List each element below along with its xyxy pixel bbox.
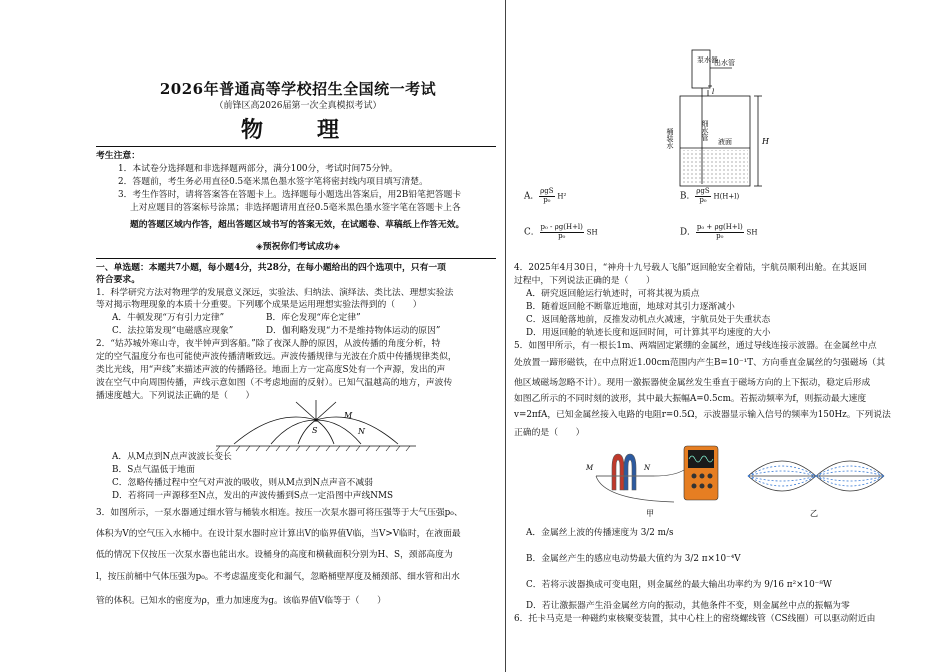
q1-option-c: C．法拉第发现“电磁感应现象”: [112, 326, 234, 336]
header-rule: [96, 146, 496, 147]
q5-stem: 如图乙所示的不同时刻的波形，其中最大振幅A=0.5cm。若振动频率为f，则振动最大速度: [514, 394, 867, 404]
q5-label-jia: 甲: [646, 509, 654, 518]
q2-label-n: N: [358, 427, 365, 436]
q2-stem: 2．“姑苏城外寒山寺，夜半钟声到客船。”除了夜深人静的原因，从波传播的角度分析，特: [96, 339, 441, 349]
q6-stem: 6．托卡马克是一种磁约束核聚变装置，其中心柱上的密绕螺线管（CS线圈）可以驱动附近由: [514, 614, 876, 624]
q5-stem: 他区域磁场忽略不计）。现用一激振器使金属丝发生垂直于磁场方向的上下振动，稳定后形成: [514, 378, 871, 388]
notice-item: 3．考生作答时，请将答案答在答题卡上。选择题每小题选出答案后，用2B铅笔把答题卡: [118, 190, 462, 200]
q3-stem: 管的体积。已知水的密度为ρ，重力加速度为g。该临界值V临等于（ ）: [96, 596, 386, 606]
section1-heading-cont: 符合要求。: [96, 275, 140, 285]
q2-sound-ray-figure: [216, 398, 416, 453]
q3-label-bucket: 桶装水: [666, 128, 674, 149]
q2-label-m: M: [344, 411, 353, 420]
q3-label-surface: 液面: [718, 138, 732, 146]
q3-stem: 3．如图所示，一泵水器通过细水管与桶装水相连。按压一次泵水器可将压强等于大气压强p₀、: [96, 508, 463, 518]
notice-item: 题的答题区域内作答，超出答题区域书写的答案无效，在试题卷、草稿纸上作答无效。: [130, 220, 465, 230]
q5-label-yi: 乙: [810, 509, 818, 518]
q2-option-a: A．从M点到N点声波波长变长: [112, 452, 232, 462]
q2-stem: 定的空气温度分布也可能使声波传播清晰致远。声波传播规律与光波在介质中传播规律类似，: [96, 352, 457, 362]
q2-label-s: S: [312, 426, 318, 435]
q1-option-b: B．库仑发现“库仑定律”: [266, 313, 361, 323]
q2-stem: 播速度越大。下列说法正确的是（ ）: [96, 391, 255, 401]
notice-rule: [96, 258, 496, 259]
q5-option-c: C．若将示波器换成可变电阻，则金属丝的最大输出功率约为 9/16 π²×10⁻⁸W: [526, 580, 832, 590]
subject-title: 物 理: [240, 117, 355, 143]
q5-label-n: N: [644, 464, 651, 472]
notice-item: 上对应题目的答案标号涂黑；非选择题请用直径0.5毫米黑色墨水签字笔在答题卡上各: [130, 203, 461, 213]
q2-stem: 波在空气中向周围传播，声线示意如图（不考虑地面的反射）。已知气温越高的地方，声波传: [96, 378, 453, 388]
q3-pump-figure: [666, 48, 794, 198]
q3-option-a: A． $\frac{\text{ρgS}}{\text{p₀}}$ H²: [524, 187, 567, 204]
q3-label-tube: 细水管: [701, 120, 709, 141]
exam-subtitle: （前锋区高2026届第一次全真模拟考试）: [214, 101, 382, 111]
q4-option-d: D．用返回舱的轨迹长度和返回时间，可计算其平均速度的大小: [526, 328, 771, 338]
q5-stem: 处放置一蹄形磁铁，在中点附近1.00cm范围内产生B=10⁻¹T、方向垂直金属丝的匀强磁场（其: [514, 358, 886, 368]
q1-stem: 1．科学研究方法对物理学的发展意义深远，实验法、归纳法、演绎法、类比法、理想实验法: [96, 288, 454, 298]
q1-option-a: A．牛顿发现“万有引力定律”: [112, 313, 225, 323]
q3-stem: 体积为V的空气压入水桶中。在设计泵水器时应计算出V的临界值V临，当V>V临时，在液面最: [96, 529, 461, 539]
q3-stem: l，按压前桶中气体压强为p₀。不考虑温度变化和漏气，忽略桶壁厚度及桶颈部、细水管和出水: [96, 572, 460, 582]
q4-option-b: B．随着返回舱不断靠近地面，地球对其引力逐渐减小: [526, 302, 735, 312]
q3-label-h: H: [762, 137, 769, 146]
q5-label-m: M: [586, 464, 594, 472]
section1-heading: 一、单选题：本题共7小题，每小题4分，共28分，在每小题给出的四个选项中，只有一项: [96, 263, 446, 273]
notice-heading: 考生注意：: [96, 151, 140, 161]
q4-option-a: A．研究返回舱运行轨迹时，可将其视为质点: [526, 289, 700, 299]
q5-figure-yi: [748, 461, 884, 491]
q2-option-d: D．若将同一声源移至N点，发出的声波传播到S点一定沿图中声线NMS: [112, 491, 394, 501]
q3-label-l: l: [712, 88, 715, 96]
q5-option-d: D．若让激振器产生沿金属丝方向的振动，其他条件不变，则金属丝中点的振幅为零: [526, 601, 850, 611]
q3-option-c: C． $\frac{\text{p₀ - ρg(H+l)}}{\text{p₀}}$ SH: [524, 223, 598, 240]
q3-option-d: D． $\frac{\text{p₀ + ρg(H+l)}}{\text{p₀}}$ SH: [680, 223, 758, 240]
notice-item: 1．本试卷分选择题和非选择题两部分，满分100分，考试时间75分钟。: [118, 164, 398, 174]
q2-stem: 类比光线，用“声线”来描述声波的传播路径。地面上方一定高度S处有一个声源，发出的声: [96, 365, 446, 375]
column-divider: [505, 0, 506, 672]
q4-stem: 过程中，下列说法正确的是（ ）: [514, 276, 655, 286]
q5-figure-jia: [596, 446, 718, 502]
q5-figure: [584, 440, 894, 520]
q3-label-pump: 泵水器: [697, 56, 718, 64]
q3-option-b: B． $\frac{\text{ρgS}}{\text{p₀}}$ H(H+l): [680, 187, 740, 204]
q3-stem: 低的情况下仅按压一次泵水器也能出水。设桶身的高度和横截面积分别为H、S，颈部高度为: [96, 550, 453, 560]
q4-stem: 4．2025年4月30日，“神舟十九号载人飞船”返回舱安全着陆，宇航员顺利出舱。在其返回: [514, 263, 867, 273]
q5-option-a: A．金属丝上波的传播速度为 3/2 m/s: [526, 528, 674, 538]
q1-stem: 等对揭示物理现象的本质十分重要。下列哪个成果是运用理想实验法得到的（ ）: [96, 300, 422, 310]
q1-option-d: D．伽利略发现“力不是维持物体运动的原因”: [266, 326, 441, 336]
q2-option-c: C．忽略传播过程中空气对声波的吸收，则从M点到N点声音不减弱: [112, 478, 373, 488]
q5-option-b: B．金属丝产生的感应电动势最大值约为 3/2 π×10⁻⁴V: [526, 554, 741, 564]
q4-option-c: C．返回舱落地前，反推发动机点火减速，宇航员处于失重状态: [526, 315, 771, 325]
q5-stem: v=2πfA，已知金属丝接入电路的电阻r=0.5Ω，示波器显示输入信号的频率为150Hz。下列说法: [514, 410, 891, 420]
exam-wish: ◈预祝你们考试成功◈: [256, 242, 340, 252]
notice-item: 2．答题前，考生务必用直径0.5毫米黑色墨水签字笔将密封线内项目填写清楚。: [118, 177, 428, 187]
exam-title: 2026年普通高等学校招生全国统一考试: [159, 80, 437, 98]
q5-stem: 正确的是（ ）: [514, 428, 585, 438]
q2-option-b: B．S点气温低于地面: [112, 465, 195, 475]
q3-label-outlet: 出水管: [714, 59, 735, 67]
q5-stem: 5．如图甲所示，有一根长1m、两端固定紧绷的金属丝，通过导线连接示波器。在金属丝中点: [514, 341, 877, 351]
